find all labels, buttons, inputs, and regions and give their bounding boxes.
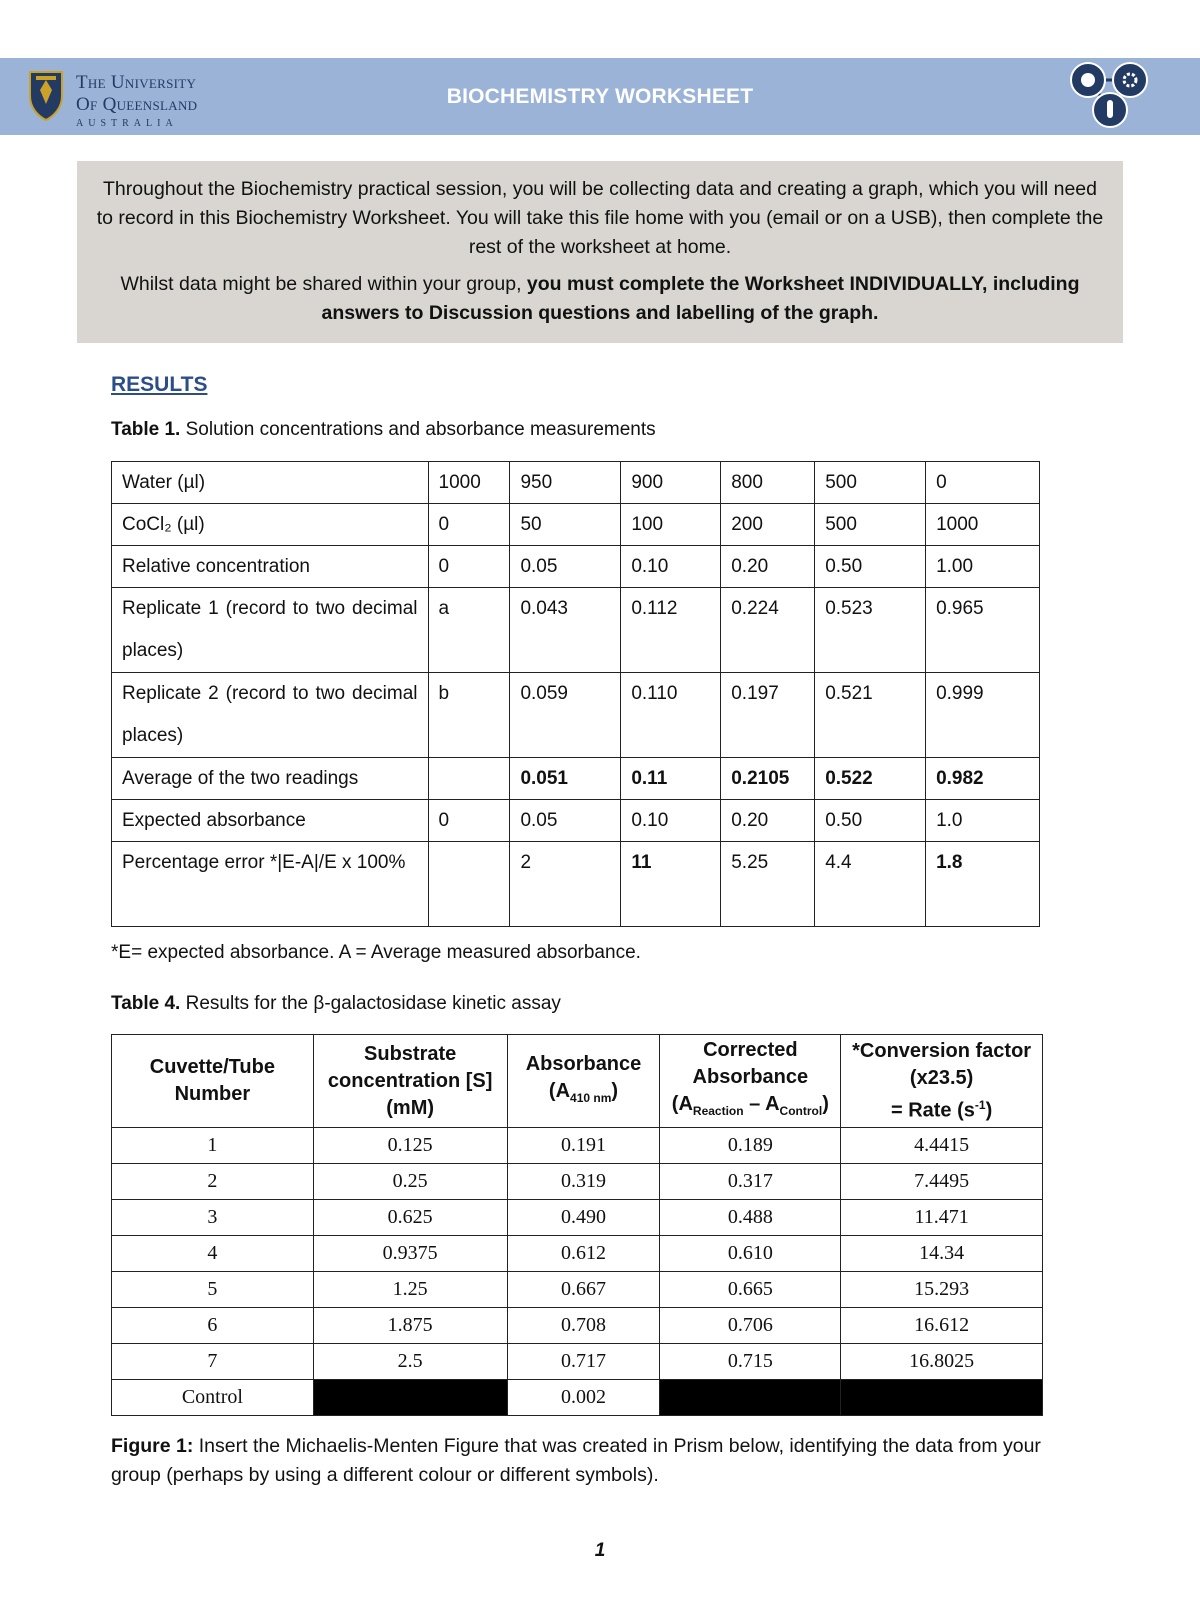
table1-cell: 0.965	[926, 588, 1040, 673]
header-corrected-main: Corrected Absorbance	[692, 1039, 809, 1088]
table1-row-label: Replicate 1 (record to two decimal places)	[112, 588, 429, 673]
table1-cell: 0	[428, 546, 510, 588]
table4-caption	[111, 993, 561, 1015]
page-number: 1	[594, 1540, 606, 1561]
table1-cell: 0	[428, 800, 510, 842]
table1-row-label: Water (µl)	[112, 462, 429, 504]
table1-cell: 0.50	[815, 546, 926, 588]
table4-row	[112, 1164, 1043, 1200]
table1-cell: 0.521	[815, 673, 926, 758]
header-rate-close: )	[985, 1099, 993, 1122]
table1-cell: 0	[428, 504, 510, 546]
table1-cell: 0	[926, 462, 1040, 504]
table4-cell-rate	[841, 1380, 1043, 1416]
table4-cell-tube: 3	[112, 1200, 314, 1236]
header-absorbance-close: )	[611, 1079, 619, 1102]
table4-cell-rate: 16.612	[841, 1308, 1043, 1344]
header-absorbance	[507, 1035, 660, 1128]
table4-caption-label: Table 4.	[111, 993, 181, 1014]
table1-cell: 1.00	[926, 546, 1040, 588]
header-corrected-close: )	[822, 1093, 829, 1115]
table1-cell: 0.224	[721, 588, 815, 673]
table1-caption	[111, 419, 656, 441]
table4-cell-substrate: 1.25	[313, 1272, 507, 1308]
table1-cell: 0.50	[815, 800, 926, 842]
instructions-para1: Throughout the Biochemistry practical session, you will be collecting data and creating a graph, which you will need to record in this Biochemistry Worksheet. You will take this file home with you (email or on a USB), then complete the rest of the worksheet at home.	[96, 178, 1104, 258]
instructions-para2-normal: Whilst data might be shared within your group,	[120, 273, 527, 295]
table4-cell-tube: 5	[112, 1272, 314, 1308]
table1-row-label: Percentage error *|E-A|/E x 100%	[112, 842, 429, 927]
header-corrected-sub1: Reaction	[692, 1104, 744, 1118]
table1-row	[112, 462, 1040, 504]
figure1-caption-text: Insert the Michaelis-Menten Figure that was created in Prism below, identifying the data from your group (perhaps by using a different colour or different symbols).	[111, 1435, 1041, 1486]
table1-cell: a	[428, 588, 510, 673]
table1-cell: 900	[621, 462, 721, 504]
header-absorbance-main: Absorbance	[525, 1052, 642, 1075]
instructions-box	[77, 161, 1123, 343]
table1-cell: 500	[815, 462, 926, 504]
table4-row	[112, 1344, 1043, 1380]
table1-row	[112, 504, 1040, 546]
figure1-caption	[111, 1432, 1061, 1490]
table4-cell-rate: 4.4415	[841, 1128, 1043, 1164]
table1-cell: 0.112	[621, 588, 721, 673]
table4-cell-absorbance: 0.667	[507, 1272, 660, 1308]
instructions-para2	[95, 270, 1105, 328]
table1-cell: 0.999	[926, 673, 1040, 758]
instructions-para2-bold: you must complete the Worksheet INDIVIDUALLY, including answers to Discussion questions and labelling of the graph.	[321, 273, 1080, 324]
table4-cell-corrected: 0.189	[660, 1128, 841, 1164]
table1-row	[112, 546, 1040, 588]
table1-caption-label: Table 1.	[111, 419, 181, 440]
header-corrected-absorbance	[660, 1035, 841, 1128]
header-corrected-open: (A	[671, 1093, 693, 1115]
table1-cell: 200	[721, 504, 815, 546]
uni-name-country: AUSTRALIA	[76, 118, 178, 129]
header-banner	[0, 58, 1200, 135]
table4-cell-rate: 7.4495	[841, 1164, 1043, 1200]
table1-cell: 500	[815, 504, 926, 546]
table1-cell: 2	[510, 842, 621, 927]
header-rate	[841, 1035, 1043, 1128]
table1-cell: 0.11	[621, 758, 721, 800]
table4-row	[112, 1272, 1043, 1308]
header-absorbance-open: (A	[548, 1079, 571, 1102]
table4-cell-substrate	[313, 1380, 507, 1416]
table4-cell-absorbance: 0.191	[507, 1128, 660, 1164]
table1-row	[112, 588, 1040, 673]
table1-cell: 0.10	[621, 800, 721, 842]
table4-cell-rate: 11.471	[841, 1200, 1043, 1236]
table1-cell: 0.059	[510, 673, 621, 758]
table1-cell: 1000	[926, 504, 1040, 546]
table4-row	[112, 1200, 1043, 1236]
table1-cell: 0.522	[815, 758, 926, 800]
table1-cell: 100	[621, 504, 721, 546]
table4-cell-tube: 4	[112, 1236, 314, 1272]
figure1-caption-label: Figure 1:	[111, 1435, 194, 1457]
header-corrected-sub2: Control	[779, 1104, 823, 1118]
table4-cell-rate: 15.293	[841, 1272, 1043, 1308]
table4-cell-tube: 2	[112, 1164, 314, 1200]
table4-row	[112, 1308, 1043, 1344]
table1-cell: 50	[510, 504, 621, 546]
table4-cell-absorbance: 0.612	[507, 1236, 660, 1272]
table1-footnote: *E= expected absorbance. A = Average measured absorbance.	[111, 942, 641, 963]
table4-cell-substrate: 0.9375	[313, 1236, 507, 1272]
table1-cell: 1000	[428, 462, 510, 504]
table1-cell: 950	[510, 462, 621, 504]
table1-cell: 0.05	[510, 800, 621, 842]
table4-cell-absorbance: 0.717	[507, 1344, 660, 1380]
table1-cell: 0.523	[815, 588, 926, 673]
table1-absorbance	[111, 461, 1040, 927]
table1-row	[112, 758, 1040, 800]
table4-cell-tube: 1	[112, 1128, 314, 1164]
table4-cell-tube: 6	[112, 1308, 314, 1344]
uni-name-line1: The University	[76, 72, 197, 93]
header-rate-line2: = Rate (s	[890, 1099, 975, 1122]
table1-cell: 0.197	[721, 673, 815, 758]
table4-cell-corrected: 0.706	[660, 1308, 841, 1344]
uni-name-line2: Of Queensland	[76, 94, 198, 115]
table1-cell: 0.05	[510, 546, 621, 588]
table1-cell: 4.4	[815, 842, 926, 927]
table4-cell-absorbance: 0.319	[507, 1164, 660, 1200]
table1-cell: 0.043	[510, 588, 621, 673]
table4-cell-substrate: 0.25	[313, 1164, 507, 1200]
header-rate-line1: *Conversion factor (x23.5)	[852, 1039, 1032, 1089]
table1-cell: b	[428, 673, 510, 758]
table4-caption-text: Results for the β-galactosidase kinetic assay	[180, 993, 561, 1014]
table4-kinetic-assay	[111, 1034, 1043, 1416]
table4-cell-absorbance: 0.708	[507, 1308, 660, 1344]
table1-cell: 5.25	[721, 842, 815, 927]
worksheet-title: BIOCHEMISTRY WORKSHEET	[446, 85, 754, 108]
table1-row	[112, 800, 1040, 842]
table4-control-row	[112, 1380, 1043, 1416]
table1-cell	[428, 842, 510, 927]
table1-row-label: Average of the two readings	[112, 758, 429, 800]
table1-cell: 0.110	[621, 673, 721, 758]
table1-cell: 11	[621, 842, 721, 927]
table1-row-label: Relative concentration	[112, 546, 429, 588]
table1-row-label: Replicate 2 (record to two decimal places)	[112, 673, 429, 758]
table4-cell-rate: 14.34	[841, 1236, 1043, 1272]
table1-cell: 0.20	[721, 546, 815, 588]
science-circles-icon	[1068, 60, 1168, 132]
table1-cell: 0.2105	[721, 758, 815, 800]
table1-cell: 0.20	[721, 800, 815, 842]
header-substrate-concentration: Substrate concentration [S] (mM)	[313, 1035, 507, 1128]
table4-cell-rate: 16.8025	[841, 1344, 1043, 1380]
table4-cell-substrate: 1.875	[313, 1308, 507, 1344]
table4-cell-corrected: 0.488	[660, 1200, 841, 1236]
table1-cell: 1.8	[926, 842, 1040, 927]
table4-cell-corrected: 0.317	[660, 1164, 841, 1200]
header-cuvette-number: Cuvette/Tube Number	[112, 1035, 314, 1128]
table4-cell-tube: Control	[112, 1380, 314, 1416]
table4-row	[112, 1236, 1043, 1272]
table4-cell-corrected: 0.610	[660, 1236, 841, 1272]
table1-row	[112, 673, 1040, 758]
table1-cell: 0.982	[926, 758, 1040, 800]
table1-cell: 1.0	[926, 800, 1040, 842]
table4-cell-corrected: 0.665	[660, 1272, 841, 1308]
table1-cell	[428, 758, 510, 800]
table4-cell-substrate: 0.125	[313, 1128, 507, 1164]
table1-row	[112, 842, 1040, 927]
table4-cell-substrate: 0.625	[313, 1200, 507, 1236]
header-rate-sup: -1	[974, 1097, 986, 1112]
header-absorbance-sub: 410 nm	[570, 1090, 612, 1105]
table4-header-row	[112, 1035, 1043, 1128]
table1-cell: 800	[721, 462, 815, 504]
table1-caption-text: Solution concentrations and absorbance measurements	[180, 419, 656, 440]
header-corrected-mid: – A	[743, 1093, 780, 1115]
table1-cell: 0.051	[510, 758, 621, 800]
table1-cell: 0.10	[621, 546, 721, 588]
table4-cell-absorbance: 0.490	[507, 1200, 660, 1236]
table4-cell-corrected: 0.715	[660, 1344, 841, 1380]
table4-cell-substrate: 2.5	[313, 1344, 507, 1380]
table1-row-label: Expected absorbance	[112, 800, 429, 842]
table4-cell-absorbance: 0.002	[507, 1380, 660, 1416]
table4-row	[112, 1128, 1043, 1164]
results-heading: RESULTS	[111, 373, 208, 396]
table1-row-label: CoCl₂ (µl)	[112, 504, 429, 546]
table4-cell-tube: 7	[112, 1344, 314, 1380]
table4-cell-corrected	[660, 1380, 841, 1416]
